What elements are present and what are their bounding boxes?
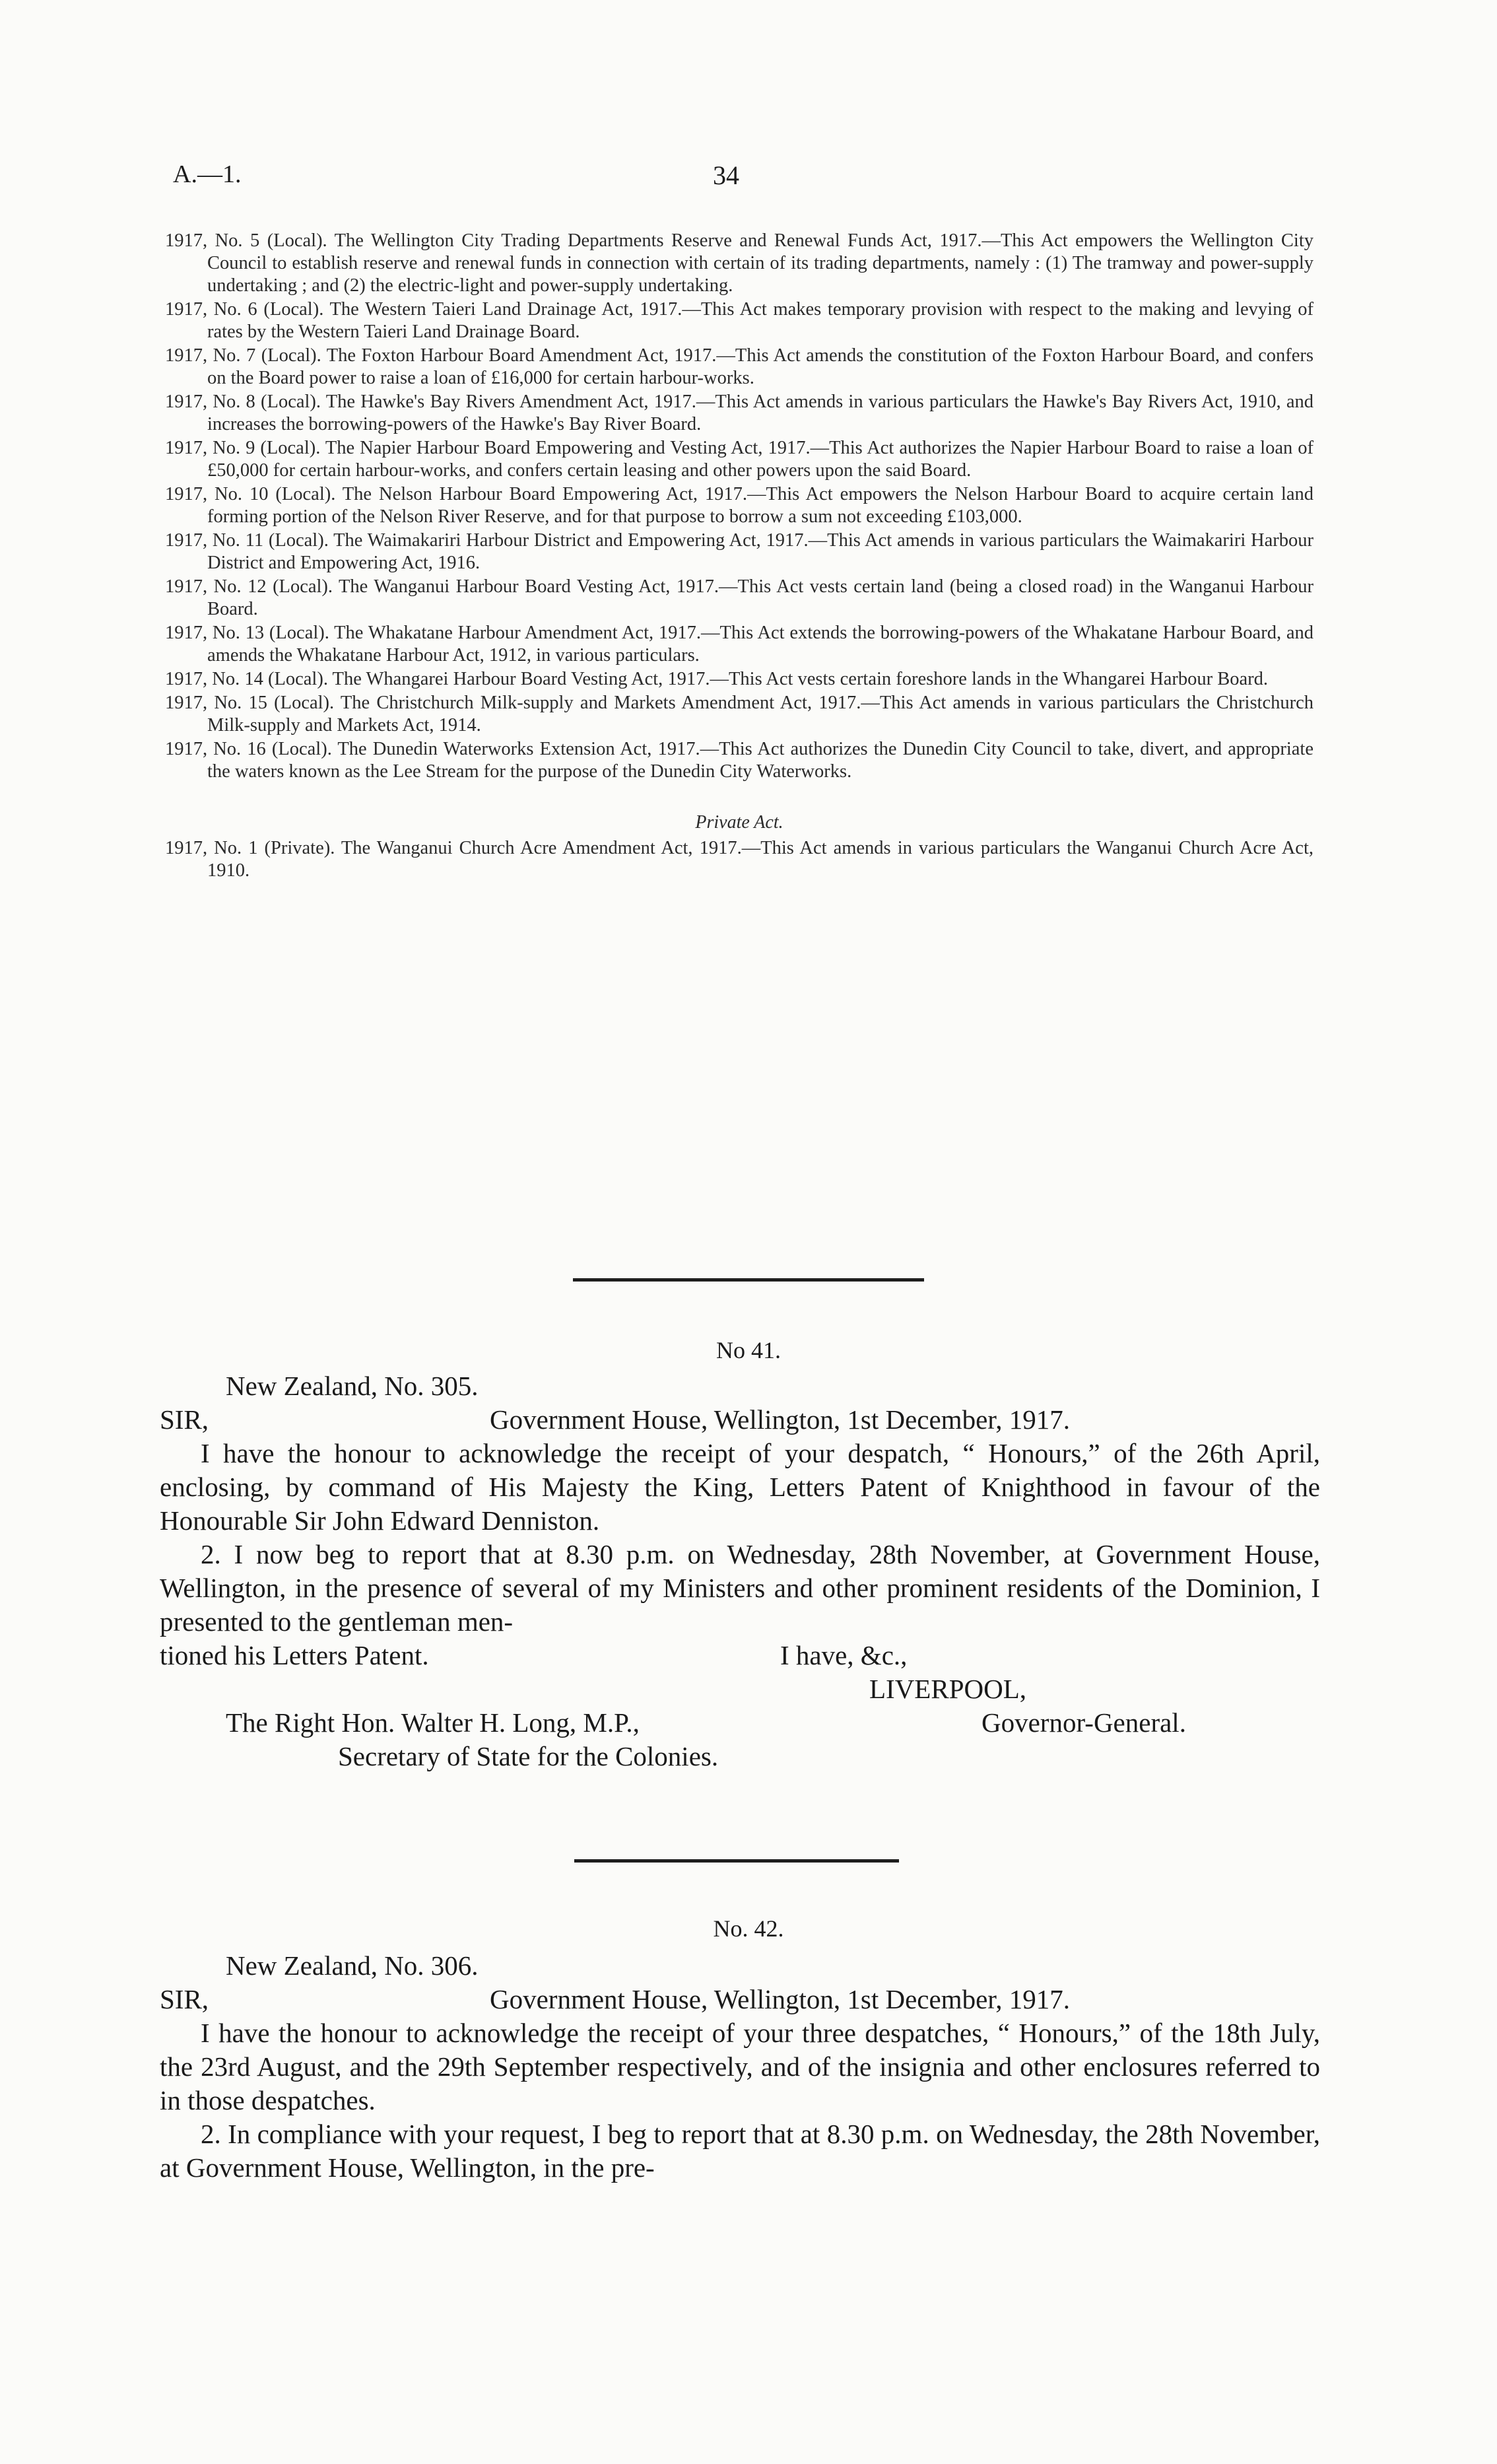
despatch-42-salutation: SIR, xyxy=(160,1984,209,2014)
acts-list xyxy=(165,230,1314,883)
despatch-41 xyxy=(160,1369,1320,1773)
despatch-41-addressee-office: Secretary of State for the Colonies. xyxy=(338,1741,719,1771)
despatch-41-paragraph-1: I have the honour to acknowledge the receipt of your despatch, “ Honours,” of the 26th April, enclosing, by command of His Majesty the King, Letters Patent of Knighthood in favour of the Honourable Sir John Edward Denniston. xyxy=(160,1438,1320,1536)
act-entry: 1917, No. 5 (Local). The Wellington City Trading Departments Reserve and Renewal Funds Act, 1917.—This Act empowers the Wellington City Council to establish reserve and renewal funds in connection with certain of its trading departments, namely : (1) The tramway and power-supply undertaking ; and (2) the electric-light and power-supply undertaking. xyxy=(165,230,1314,296)
act-entry: 1917, No. 15 (Local). The Christchurch Milk-supply and Markets Amendment Act, 1917.—This Act amends in various particulars the Christchurch Milk-supply and Markets Act, 1914. xyxy=(165,693,1314,736)
despatch-41-paragraph-2: 2. I now beg to report that at 8.30 p.m. on Wednesday, 28th November, at Government House, Wellington, in the presence of several of my Ministers and other prominent residents of the Dominion, I presented to the gentleman men- xyxy=(160,1539,1320,1637)
despatch-41-address-row xyxy=(160,1706,1320,1740)
despatch-41-signatory-title: Governor-General. xyxy=(981,1707,1186,1738)
despatch-42-paragraph-1: I have the honour to acknowledge the receipt of your three despatches, “ Honours,” of the 18th July, the 23rd August, and the 29th September respectively, and of the insignia and other enclosures referred to in those despatches. xyxy=(160,2018,1320,2115)
act-entry: 1917, No. 9 (Local). The Napier Harbour Board Empowering and Vesting Act, 1917.—This Act authorizes the Napier Harbour Board to raise a loan of £50,000 for certain harbour-works, and confers certain leasing and other powers upon the said Board. xyxy=(165,438,1314,481)
despatch-41-signature: LIVERPOOL, xyxy=(869,1674,1027,1704)
despatch-41-number: No 41. xyxy=(716,1337,781,1363)
private-act-entry: 1917, No. 1 (Private). The Wanganui Church Acre Amendment Act, 1917.—This Act amends in various particulars the Wanganui Church Acre Act, 1910. xyxy=(165,838,1314,881)
act-entry: 1917, No. 11 (Local). The Waimakariri Harbour District and Empowering Act, 1917.—This Act amends in various particulars the Waimakariri Harbour District and Empowering Act, 1916. xyxy=(165,530,1314,573)
act-entry: 1917, No. 13 (Local). The Whakatane Harbour Amendment Act, 1917.—This Act extends the borrowing-powers of the Whakatane Harbour Board, and amends the Whakatane Harbour Act, 1912, in various particulars. xyxy=(165,623,1314,666)
despatch-41-closing: I have, &c., xyxy=(780,1640,908,1670)
act-entry: 1917, No. 14 (Local). The Whangarei Harbour Board Vesting Act, 1917.—This Act vests certain foreshore lands in the Whangarei Harbour Board. xyxy=(165,669,1269,689)
despatch-41-salutation-row xyxy=(160,1403,1320,1437)
despatch-42-paragraph-2: 2. In compliance with your request, I beg to report that at 8.30 p.m. on Wednesday, the 28th November, at Government House, Wellington, in the pre- xyxy=(160,2119,1320,2183)
despatch-42-reference: New Zealand, No. 306. xyxy=(226,1950,479,1981)
despatch-42 xyxy=(160,1949,1320,2185)
act-entry: 1917, No. 7 (Local). The Foxton Harbour Board Amendment Act, 1917.—This Act amends the constitution of the Foxton Harbour Board, and confers on the Board power to raise a loan of £16,000 for certain harbour-works. xyxy=(165,345,1314,388)
despatch-41-closing-row xyxy=(160,1639,1320,1672)
page-number: 34 xyxy=(713,160,739,190)
act-entry: 1917, No. 6 (Local). The Western Taieri Land Drainage Act, 1917.—This Act makes temporary provision with respect to the making and levying of rates by the Western Taieri Land Drainage Board. xyxy=(165,299,1314,342)
series-reference: A.—1. xyxy=(173,160,242,188)
despatch-41-salutation: SIR, xyxy=(160,1404,209,1435)
act-entry: 1917, No. 12 (Local). The Wanganui Harbour Board Vesting Act, 1917.—This Act vests certain land (being a closed road) in the Wanganui Harbour Board. xyxy=(165,576,1314,619)
despatch-41-reference: New Zealand, No. 305. xyxy=(226,1371,479,1401)
despatch-42-place-date: Government House, Wellington, 1st December, 1917. xyxy=(490,1984,1071,2014)
despatch-41-paragraph-2-end: tioned his Letters Patent. xyxy=(160,1640,429,1670)
section-divider xyxy=(574,1859,899,1863)
despatch-41-signature-row xyxy=(160,1672,1320,1706)
despatch-42-salutation-row xyxy=(160,1983,1320,2016)
despatch-41-place-date: Government House, Wellington, 1st December, 1917. xyxy=(490,1404,1071,1435)
despatch-42-number: No. 42. xyxy=(713,1915,784,1942)
section-divider xyxy=(573,1278,924,1282)
act-entry: 1917, No. 16 (Local). The Dunedin Waterworks Extension Act, 1917.—This Act authorizes the Dunedin City Council to take, divert, and appropriate the waters known as the Lee Stream for the purpose of the Dunedin City Waterworks. xyxy=(165,739,1314,782)
act-entry: 1917, No. 8 (Local). The Hawke's Bay Rivers Amendment Act, 1917.—This Act amends in various particulars the Hawke's Bay Rivers Act, 1910, and increases the borrowing-powers of the Hawke's Bay River Board. xyxy=(165,392,1314,434)
act-entry: 1917, No. 10 (Local). The Nelson Harbour Board Empowering Act, 1917.—This Act empowers the Nelson Harbour Board to acquire certain land forming portion of the Nelson River Reserve, and for that purpose to borrow a sum not exceeding £103,000. xyxy=(165,484,1314,527)
despatch-41-addressee: The Right Hon. Walter H. Long, M.P., xyxy=(226,1707,640,1738)
private-act-heading: Private Act. xyxy=(695,812,783,833)
